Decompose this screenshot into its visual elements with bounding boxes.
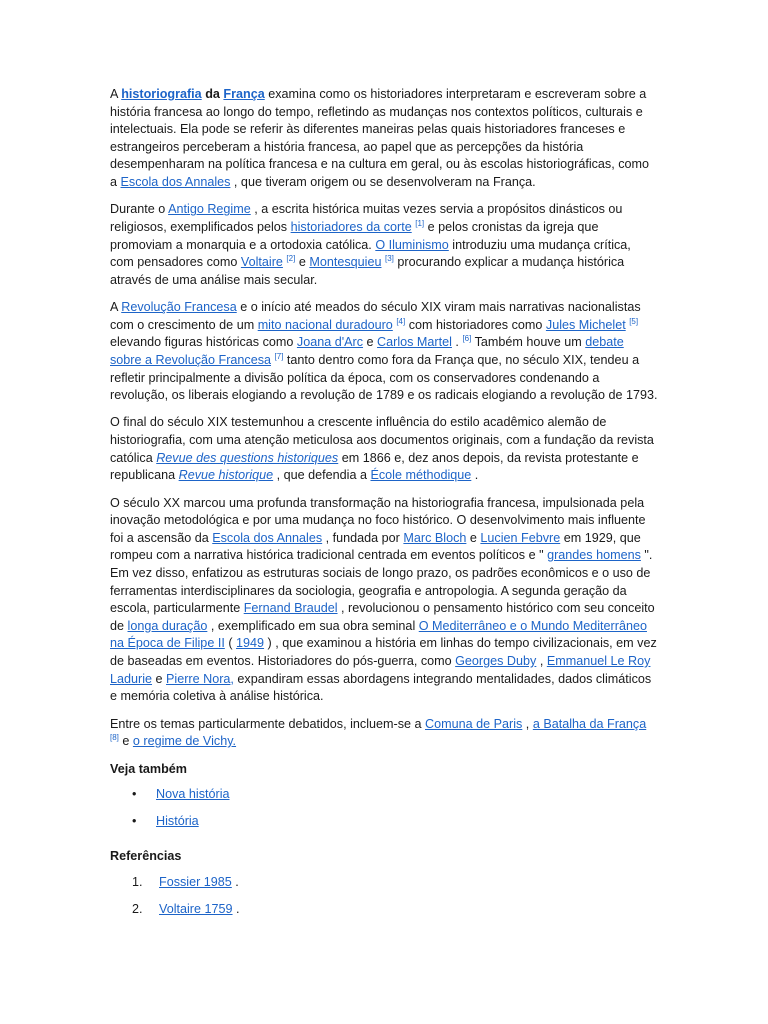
link-1949[interactable]: 1949 bbox=[236, 636, 265, 651]
link-antigo-regime[interactable]: Antigo Regime bbox=[168, 202, 251, 217]
link-escola-dos-annales[interactable]: Escola dos Annales bbox=[120, 174, 231, 189]
text: com historiadores como bbox=[405, 317, 546, 332]
text: , que defendia a bbox=[273, 468, 371, 483]
paragraph-intro bbox=[110, 86, 658, 192]
paragraph-seculo-xx bbox=[110, 495, 658, 706]
link-grandes-homens[interactable]: grandes homens bbox=[547, 548, 641, 563]
citation-8[interactable]: [8] bbox=[110, 733, 119, 743]
citation-6[interactable]: [6] bbox=[462, 334, 472, 344]
link-mito-nacional[interactable]: mito nacional duradouro bbox=[257, 317, 393, 332]
text: e bbox=[295, 255, 310, 270]
text: examina como os historiadores interpretaram e escreveram sobre a história francesa ao longo do tempo, refletindo as mudanças nos contextos políticos, culturais e intelectuais. Ela pode se referir às diferentes maneiras pelas quais historiadores franceses e estrangeiros perceberam a história francesa, ao papel que as percepções da história desempenharam na política francesa e na cultura em geral, ou às escolas historiográficas, como a bbox=[110, 87, 650, 189]
citation-1[interactable]: [1] bbox=[415, 218, 425, 228]
list-item bbox=[110, 813, 658, 840]
link-historiadores-da-corte[interactable]: historiadores da corte bbox=[290, 219, 412, 234]
text: introduziu uma mudança crítica, com pensadores como bbox=[110, 237, 631, 270]
bullet-icon: • bbox=[132, 787, 137, 802]
citation-4[interactable]: [4] bbox=[396, 316, 406, 326]
text: . bbox=[232, 901, 240, 916]
text: e bbox=[466, 530, 481, 545]
text: e bbox=[118, 734, 133, 749]
citation-5[interactable]: [5] bbox=[629, 316, 639, 326]
text: e bbox=[152, 671, 167, 686]
text: , que tiveram origem ou se desenvolveram na França. bbox=[230, 174, 536, 189]
link-o-mediterraneo[interactable]: O Mediterrâneo e o Mundo Mediterrâneo na Época de Filipe II bbox=[110, 618, 647, 651]
link-historia[interactable]: História bbox=[156, 814, 199, 829]
text: A bbox=[110, 300, 122, 315]
link-escola-dos-annales-2[interactable]: Escola dos Annales bbox=[212, 530, 323, 545]
text: em 1929, que rompeu com a narrativa histórica tradicional centrada em eventos políticos e " bbox=[110, 530, 641, 563]
reference-number: 1. bbox=[132, 874, 143, 889]
link-georges-duby[interactable]: Georges Duby bbox=[455, 654, 537, 668]
text: tanto dentro como fora da França que, no século XIX, tendeu a refletir principalmente a divisão política da época, com os conservadores condenando a revolução, os liberais elogiando a revolução de 1789 e os radicais elogiando a revolução de 1793. bbox=[110, 352, 658, 403]
text: O século XX marcou uma profunda transformação na historiografia francesa, impulsionada pela inovação metodológica e por uma mudança no foco histórico. O desenvolvimento mais influente foi a ascensão da bbox=[110, 495, 646, 545]
link-joana-darc[interactable]: Joana d'Arc bbox=[296, 335, 364, 350]
text: e pelos cronistas da igreja que promoviam a monarquia e a ortodoxia católica. bbox=[110, 219, 599, 252]
link-o-iluminismo[interactable]: O Iluminismo bbox=[375, 237, 449, 252]
text: . bbox=[231, 874, 239, 889]
link-voltaire-1759[interactable]: Voltaire 1759 bbox=[159, 901, 233, 916]
text: , revolucionou o pensamento histórico com seu conceito de bbox=[110, 601, 655, 633]
link-fossier-1985[interactable]: Fossier 1985 bbox=[159, 874, 232, 889]
citation-2[interactable]: [2] bbox=[286, 254, 296, 264]
text: , exemplificado em sua obra seminal bbox=[207, 618, 419, 633]
link-batalha-da-franca[interactable]: a Batalha da França bbox=[532, 716, 647, 731]
text: , bbox=[536, 654, 547, 668]
text-bold: da bbox=[201, 87, 224, 101]
link-revue-des-questions[interactable]: Revue des questions historiques bbox=[156, 450, 339, 465]
text: O final do século XIX testemunhou a crescente influência do estilo acadêmico alemão de historiografia, com uma atenção meticulosa aos documentos originais, com a fundação da revista católica bbox=[110, 415, 654, 465]
reference-item bbox=[110, 901, 658, 928]
text: , a escrita histórica muitas vezes servia a propósitos dinásticos ou religiosos, exemplificados pelos bbox=[110, 202, 623, 234]
text: ) , que examinou a história em linhas do tempo civilizacionais, em vez de baseadas em eventos. Historiadores do pós-guerra, como bbox=[110, 636, 657, 668]
text: . bbox=[451, 335, 463, 350]
link-comuna-de-paris[interactable]: Comuna de Paris bbox=[425, 716, 523, 731]
link-marc-bloch[interactable]: Marc Bloch bbox=[403, 530, 467, 545]
paragraph-revolucao bbox=[110, 299, 658, 405]
citation-7[interactable]: [7] bbox=[274, 351, 284, 361]
link-nova-historia[interactable]: Nova história bbox=[156, 787, 230, 802]
text: elevando figuras históricas como bbox=[110, 335, 297, 350]
text: Durante o bbox=[110, 202, 169, 217]
text: procurando explicar a mudança histórica através de uma análise mais secular. bbox=[110, 255, 625, 287]
text: ( bbox=[224, 636, 237, 651]
link-lucien-febvre[interactable]: Lucien Febvre bbox=[480, 530, 561, 545]
link-franca[interactable]: França bbox=[223, 87, 265, 101]
text: Também houve um bbox=[471, 335, 586, 350]
see-also-list bbox=[110, 786, 658, 840]
heading-referencias: Referências bbox=[110, 849, 182, 864]
link-fernand-braudel[interactable]: Fernand Braudel bbox=[243, 601, 338, 616]
references-list bbox=[110, 874, 658, 928]
document bbox=[110, 86, 658, 928]
paragraph-temas bbox=[110, 716, 658, 751]
text: A bbox=[110, 87, 122, 101]
list-item bbox=[110, 786, 658, 813]
text: ". Em vez disso, enfatizou as estruturas sociais de longo prazo, os padrões econômicos e o uso de ferramentas interdisciplinares da sociologia, geografia e antropologia. A segunda geração da escola, particularmente bbox=[110, 548, 653, 616]
bullet-icon: • bbox=[132, 814, 137, 829]
link-historiografia[interactable]: historiografia bbox=[121, 87, 202, 101]
text: expandiram essas abordagens integrando mentalidades, dados climáticos e memória coletiva à análise histórica. bbox=[110, 671, 652, 704]
citation-3[interactable]: [3] bbox=[384, 254, 394, 264]
link-le-roy-ladurie[interactable]: Emmanuel Le Roy Ladurie bbox=[110, 654, 651, 686]
paragraph-antigo-regime bbox=[110, 201, 658, 289]
text: Entre os temas particularmente debatidos, incluem-se a bbox=[110, 716, 425, 731]
link-longa-duracao[interactable]: longa duração bbox=[127, 618, 208, 633]
link-regime-de-vichy[interactable]: o regime de Vichy. bbox=[132, 734, 237, 749]
link-pierre-nora[interactable]: Pierre Nora, bbox=[166, 671, 234, 686]
reference-number: 2. bbox=[132, 901, 143, 916]
text: em 1866 e, dez anos depois, da revista protestante e republicana bbox=[110, 450, 639, 483]
link-ecole-methodique[interactable]: École méthodique bbox=[370, 468, 472, 483]
link-montesquieu[interactable]: Montesquieu bbox=[309, 255, 382, 270]
link-carlos-martel[interactable]: Carlos Martel bbox=[377, 335, 452, 350]
link-voltaire[interactable]: Voltaire bbox=[240, 255, 283, 270]
link-revue-historique[interactable]: Revue historique bbox=[178, 468, 274, 483]
link-revolucao-francesa[interactable]: Revolução Francesa bbox=[121, 300, 237, 315]
heading-veja-tambem: Veja também bbox=[110, 761, 188, 776]
text: e bbox=[363, 335, 378, 350]
text: , fundada por bbox=[322, 530, 404, 545]
text: . bbox=[471, 468, 479, 483]
reference-item bbox=[110, 874, 658, 901]
paragraph-seculo-xix bbox=[110, 414, 658, 484]
link-debate-revolucao[interactable]: debate sobre a Revolução Francesa bbox=[110, 335, 624, 367]
link-jules-michelet[interactable]: Jules Michelet bbox=[545, 317, 626, 332]
text: , bbox=[522, 716, 533, 731]
text: e o início até meados do século XIX viram mais narrativas nacionalistas com o crescimento de um bbox=[110, 300, 641, 332]
